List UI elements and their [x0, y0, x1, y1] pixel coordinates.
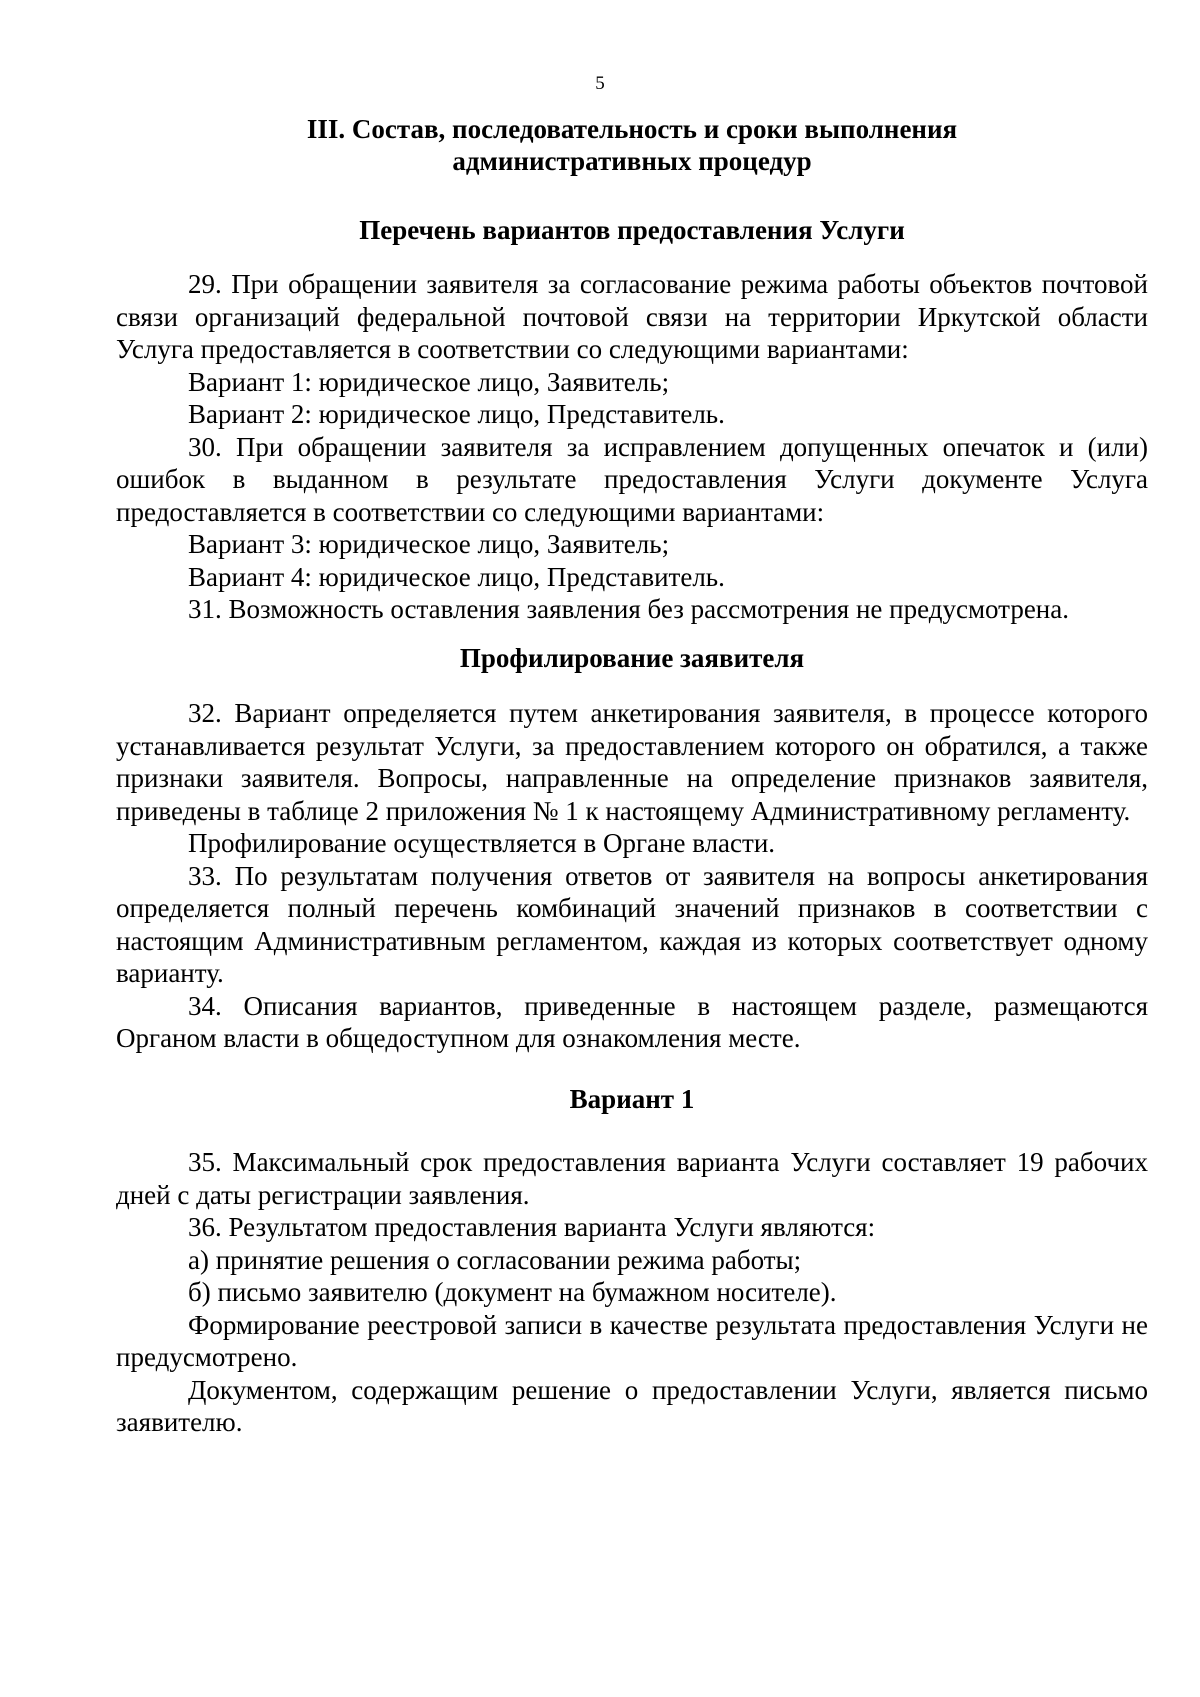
paragraph-31: 31. Возможность оставления заявления без рассмотрения не предусмотрена.: [188, 594, 1069, 624]
paragraph-36-document: Документом, содержащим решение о предоставлении Услуги, является письмо заявителю.: [116, 1374, 1148, 1437]
variants-list-heading-block: [116, 214, 1148, 246]
paragraph-30: 30. При обращении заявителя за исправлением допущенных опечаток и (или) ошибок в выданном в результате предоставления Услуги документе Услуга предоставляется в соответствии со следующими вариантами:: [116, 431, 1148, 527]
paragraph-32-note: Профилирование осуществляется в Органе власти.: [188, 828, 776, 858]
heading-variants-list: Перечень вариантов предоставления Услуги: [359, 215, 905, 245]
page-number: 5: [595, 73, 605, 94]
paragraph-36: 36. Результатом предоставления варианта Услуги являются:: [188, 1212, 876, 1242]
paragraph-34: 34. Описания вариантов, приведенные в настоящем разделе, размещаются Органом власти в общедоступном для ознакомления месте.: [116, 990, 1148, 1053]
paragraph-36-registry: Формирование реестровой записи в качестве результата предоставления Услуги не предусмотрено.: [116, 1309, 1148, 1372]
variant-2-line: Вариант 2: юридическое лицо, Представитель.: [188, 399, 725, 429]
paragraph-36-b: б) письмо заявителю (документ на бумажном носителе).: [188, 1277, 837, 1307]
variant-1-line: Вариант 1: юридическое лицо, Заявитель;: [188, 366, 670, 397]
section-title: III. Состав, последовательность и сроки выполнения административных процедур: [306, 114, 958, 176]
variant1-heading-block: [116, 1083, 1148, 1115]
section-title-block: [116, 113, 1148, 177]
heading-variant-1: Вариант 1: [569, 1084, 695, 1114]
paragraph-29: 29. При обращении заявителя за согласование режима работы объектов почтовой связи организаций федеральной почтовой связи на территории Иркутской области Услуга предоставляется в соответствии со следующими вариантами:: [116, 269, 1148, 364]
variants-list-section: [116, 268, 1148, 626]
heading-profiling: Профилирование заявителя: [459, 643, 805, 673]
paragraph-36-a: а) принятие решения о согласовании режима работы;: [188, 1244, 802, 1275]
paragraph-33: 33. По результатам получения ответов от заявителя на вопросы анкетирования определяется полный перечень комбинаций значений признаков в соответствии с настоящим Административным регламентом, каждая из которых соответствует одному варианту.: [116, 860, 1148, 988]
variant-4-line: Вариант 4: юридическое лицо, Представитель.: [188, 561, 725, 592]
paragraph-35: 35. Максимальный срок предоставления варианта Услуги составляет 19 рабочих дней с даты регистрации заявления.: [116, 1147, 1148, 1210]
paragraph-32: 32. Вариант определяется путем анкетирования заявителя, в процессе которого устанавливается результат Услуги, за предоставлением которого он обратился, а также признаки заявителя. Вопросы, направленные на определение признаков заявителя, приведены в таблице 2 приложения № 1 к настоящему Административному регламенту.: [116, 698, 1148, 826]
variant1-section: [116, 1146, 1148, 1439]
profiling-heading-block: [116, 642, 1148, 674]
profiling-section: [116, 697, 1148, 1055]
variant-3-line: Вариант 3: юридическое лицо, Заявитель;: [188, 529, 670, 559]
